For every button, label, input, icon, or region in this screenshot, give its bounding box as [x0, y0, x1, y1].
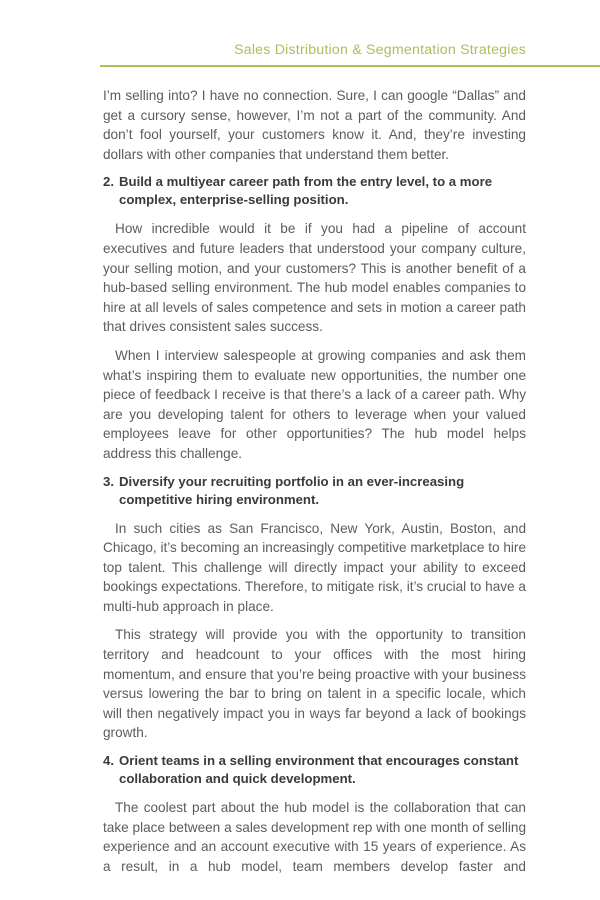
section-number: 2. — [103, 174, 114, 190]
body-paragraph: When I interview salespeople at growing companies and ask them what’s inspiring them to evaluate new opportunities, the number one piece of feedback I receive is that there’s a lack of a career path. Why are you developing talent for others to leverage when your valued employees leave for other opportunities? The hub model helps address this challenge. — [103, 347, 526, 461]
section-heading-4 — [103, 752, 526, 788]
section-number: 4. — [103, 753, 114, 769]
section-heading-3 — [103, 473, 526, 509]
section-number: 3. — [103, 473, 114, 489]
body-paragraph: How incredible would it be if you had a pipeline of account executives and future leaders that understood your company culture, your selling motion, and your customers? This is another benefit of a hub-based selling environment. The hub model enables companies to hire at all levels of sales competence and sets in motion a career path that drives consistent sales success. — [103, 221, 526, 335]
page-body — [103, 86, 526, 885]
section-heading-2 — [103, 173, 526, 209]
section-heading-text: Diversify your recruiting portfolio in an ever-increasing competitive hiring environment. — [119, 473, 465, 507]
body-paragraph: This strategy will provide you with the opportunity to transition territory and headcount to your offices with the most hiring momentum, and ensure that you’re being proactive with your business versus lowering the bar to bring on talent in a specific locale, which will then negatively impact you in ways far beyond a lack of bookings growth. — [103, 627, 526, 741]
section-heading-text: Build a multiyear career path from the entry level, to a more complex, enterprise-selling position. — [119, 174, 493, 208]
section-heading-text: Orient teams in a selling environment that encourages constant collaboration and quick development. — [119, 753, 519, 787]
intro-paragraph: I’m selling into? I have no connection. Sure, I can google “Dallas” and get a cursory sense, however, I’m not a part of the community. And don’t fool yourself, your customers know it. And, they’re investing dollars with other companies that understand them better. — [103, 88, 526, 162]
running-header-title: Sales Distribution & Segmentation Strategies — [234, 42, 526, 58]
running-header — [100, 38, 600, 67]
body-paragraph: The coolest part about the hub model is the collaboration that can take place between a sales development rep with one month of selling experience and an account executive with 15 years of experience. As a result, in a hub model, team members develop faster and — [103, 800, 526, 874]
body-paragraph: In such cities as San Francisco, New York, Austin, Boston, and Chicago, it’s becoming an increasingly competitive marketplace to hire top talent. This challenge will directly impact your ability to exceed bookings expectations. Therefore, to mitigate risk, it’s crucial to have a multi-hub approach in place. — [103, 520, 526, 614]
